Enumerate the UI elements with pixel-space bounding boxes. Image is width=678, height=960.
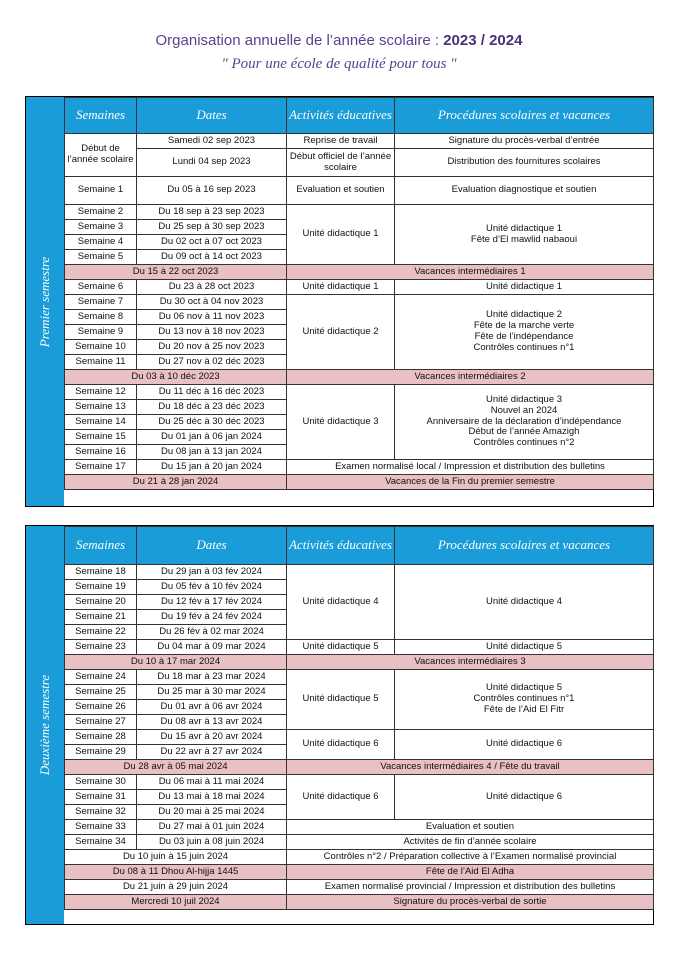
page-subtitle: " Pour une école de qualité pour tous " xyxy=(221,56,457,72)
week-cell: Semaine 5 xyxy=(65,250,137,265)
week-cell: Semaine 17 xyxy=(65,460,137,475)
vacation-label: Fête de l’Aid El Adha xyxy=(287,865,654,880)
activity-cell: Début officiel de l’année scolaire xyxy=(287,149,395,177)
table-row xyxy=(65,775,654,790)
date-cell: Du 03 juin à 08 juin 2024 xyxy=(137,835,287,850)
semester-2-label: Deuxième semestre xyxy=(37,674,52,776)
vacation-label: Vacances intermédiaires 4 / Fête du travail xyxy=(287,760,654,775)
week-cell: Semaine 6 xyxy=(65,280,137,295)
table-row xyxy=(65,134,654,149)
week-cell: Semaine 4 xyxy=(65,235,137,250)
col-activities: Activités éducatives xyxy=(287,527,395,565)
week-cell: Semaine 24 xyxy=(65,670,137,685)
table-row xyxy=(65,670,654,685)
date-cell: Du 30 oct à 04 nov 2023 xyxy=(137,295,287,310)
week-cell: Semaine 3 xyxy=(65,220,137,235)
week-cell: Semaine 11 xyxy=(65,355,137,370)
col-dates: Dates xyxy=(137,98,287,134)
procedure-cell: Activités de fin d’année scolaire xyxy=(287,835,654,850)
date-cell: Du 18 déc à 23 déc 2023 xyxy=(137,400,287,415)
col-weeks: Semaines xyxy=(65,527,137,565)
week-cell: Semaine 22 xyxy=(65,625,137,640)
week-cell: Semaine 30 xyxy=(65,775,137,790)
date-cell: Du 15 avr à 20 avr 2024 xyxy=(137,730,287,745)
table-header-row xyxy=(65,527,654,565)
procedure-cell: Signature du procès-verbal d’entrée xyxy=(395,134,654,149)
week-cell: Semaine 7 xyxy=(65,295,137,310)
table-row xyxy=(65,385,654,400)
week-cell: Semaine 31 xyxy=(65,790,137,805)
table-row xyxy=(65,280,654,295)
activity-cell: Unité didactique 1 xyxy=(287,280,395,295)
procedure-line: Fête de l’indépendance xyxy=(474,331,574,342)
procedure-line: Unité didactique 5 xyxy=(485,682,563,694)
table-row xyxy=(65,850,654,865)
week-cell: Semaine 20 xyxy=(65,595,137,610)
activity-cell: Unité didactique 3 xyxy=(287,385,395,460)
week-cell: Semaine 15 xyxy=(65,430,137,445)
col-activities: Activités éducatives xyxy=(287,98,395,134)
semester-2-block xyxy=(25,525,654,925)
procedure-line: Contrôles continues n°1 xyxy=(473,693,575,705)
procedure-cell xyxy=(395,205,654,265)
date-cell: Du 01 jan à 06 jan 2024 xyxy=(137,430,287,445)
procedure-cell: Contrôles n°2 / Préparation collective à l’Examen normalisé provincial xyxy=(287,850,654,865)
week-cell: Semaine 27 xyxy=(65,715,137,730)
table-row xyxy=(65,565,654,580)
week-cell: Semaine 1 xyxy=(65,177,137,205)
week-cell: Semaine 2 xyxy=(65,205,137,220)
date-cell: Du 05 à 16 sep 2023 xyxy=(137,177,287,205)
date-cell: Du 22 avr à 27 avr 2024 xyxy=(137,745,287,760)
vacation-label: Vacances intermédiaires 1 xyxy=(287,265,654,280)
date-cell: Du 18 mar à 23 mar 2024 xyxy=(137,670,287,685)
table-row xyxy=(65,820,654,835)
col-weeks: Semaines xyxy=(65,98,137,134)
activity-cell: Unité didactique 6 xyxy=(287,730,395,760)
week-cell: Semaine 23 xyxy=(65,640,137,655)
procedure-line: Anniversaire de la déclaration d’indépendance xyxy=(426,415,622,427)
procedure-cell: Unité didactique 1 xyxy=(395,280,654,295)
procedure-line: Début de l’année Amazigh xyxy=(468,426,580,438)
activity-cell: Evaluation et soutien xyxy=(287,177,395,205)
date-cell: Du 18 sep à 23 sep 2023 xyxy=(137,205,287,220)
activity-cell: Unité didactique 5 xyxy=(287,670,395,730)
vacation-row xyxy=(65,370,654,385)
vacation-date: Du 28 avr à 05 mai 2024 xyxy=(65,760,287,775)
procedure-line: Unité didactique 1 xyxy=(485,222,563,234)
date-cell: Du 15 jan à 20 jan 2024 xyxy=(137,460,287,475)
date-cell: Du 25 mar à 30 mar 2024 xyxy=(137,685,287,700)
week-cell: Semaine 10 xyxy=(65,340,137,355)
date-cell: Du 05 fév à 10 fév 2024 xyxy=(137,580,287,595)
procedure-cell xyxy=(395,670,654,730)
date-cell: Du 10 juin à 15 juin 2024 xyxy=(65,850,287,865)
procedure-cell: Unité didactique 4 xyxy=(395,565,654,640)
procedure-cell xyxy=(395,385,654,460)
vacation-row xyxy=(65,865,654,880)
col-dates: Dates xyxy=(137,527,287,565)
procedure-cell: Distribution des fournitures scolaires xyxy=(395,149,654,177)
week-cell: Semaine 28 xyxy=(65,730,137,745)
vacation-label: Vacances intermédiaires 2 xyxy=(287,370,654,385)
activity-cell: Unité didactique 4 xyxy=(287,565,395,640)
procedure-cell: Evaluation et soutien xyxy=(287,820,654,835)
date-cell: Du 11 déc à 16 déc 2023 xyxy=(137,385,287,400)
vacation-label: Signature du procès-verbal de sortie xyxy=(287,895,654,910)
activity-cell: Unité didactique 1 xyxy=(287,205,395,265)
date-cell: Du 26 fév à 02 mar 2024 xyxy=(137,625,287,640)
week-cell: Semaine 32 xyxy=(65,805,137,820)
vacation-date: Du 03 à 10 déc 2023 xyxy=(65,370,287,385)
col-procedures: Procédures scolaires et vacances xyxy=(395,98,654,134)
semester-1-table xyxy=(64,97,654,490)
procedure-line: Fête de l’Aid El Fitr xyxy=(483,703,565,715)
procedure-line: Unité didactique 3 xyxy=(485,393,563,405)
semester-1-label: Premier semestre xyxy=(37,256,52,347)
date-cell: Du 13 mai à 18 mai 2024 xyxy=(137,790,287,805)
table-row xyxy=(65,149,654,177)
procedure-line: Contrôles continues n°2 xyxy=(473,437,575,449)
vacation-date: Du 15 à 22 oct 2023 xyxy=(65,265,287,280)
date-cell: Du 27 mai à 01 juin 2024 xyxy=(137,820,287,835)
col-procedures: Procédures scolaires et vacances xyxy=(395,527,654,565)
week-cell: Semaine 33 xyxy=(65,820,137,835)
date-cell: Du 23 à 28 oct 2023 xyxy=(137,280,287,295)
procedure-line: Contrôles continues n°1 xyxy=(473,341,575,353)
vacation-date: Mercredi 10 juil 2024 xyxy=(65,895,287,910)
vacation-label: Vacances de la Fin du premier semestre xyxy=(287,475,654,490)
activity-cell: Unité didactique 2 xyxy=(287,295,395,370)
vacation-date: Du 21 à 28 jan 2024 xyxy=(65,475,287,490)
procedure-cell: Unité didactique 6 xyxy=(395,730,654,760)
week-cell: Semaine 13 xyxy=(65,400,137,415)
date-cell: Du 19 fév à 24 fév 2024 xyxy=(137,610,287,625)
procedure-line: Unité didactique 2 xyxy=(485,309,563,321)
week-cell: Semaine 18 xyxy=(65,565,137,580)
date-cell: Du 06 mai à 11 mai 2024 xyxy=(137,775,287,790)
activity-cell: Unité didactique 6 xyxy=(287,775,395,820)
vacation-label: Vacances intermédiaires 3 xyxy=(287,655,654,670)
date-cell: Du 20 mai à 25 mai 2024 xyxy=(137,805,287,820)
vacation-row xyxy=(65,655,654,670)
week-cell: Semaine 19 xyxy=(65,580,137,595)
date-cell: Du 20 nov à 25 nov 2023 xyxy=(137,340,287,355)
procedure-line: Nouvel an 2024 xyxy=(490,404,558,416)
week-cell: Semaine 16 xyxy=(65,445,137,460)
procedure-line: Fête d’El mawlid nabaoui xyxy=(470,233,578,245)
week-cell: Semaine 9 xyxy=(65,325,137,340)
procedure-cell xyxy=(395,295,654,370)
table-row xyxy=(65,460,654,475)
semester-1-label-bar xyxy=(26,97,64,506)
table-row xyxy=(65,730,654,745)
vacation-row xyxy=(65,760,654,775)
procedure-cell: Unité didactique 6 xyxy=(395,775,654,820)
table-row xyxy=(65,835,654,850)
semester-2-table xyxy=(64,526,654,910)
vacation-row xyxy=(65,475,654,490)
date-cell: Du 01 avr à 06 avr 2024 xyxy=(137,700,287,715)
vacation-date: Du 10 à 17 mar 2024 xyxy=(65,655,287,670)
week-cell: Semaine 34 xyxy=(65,835,137,850)
table-row xyxy=(65,640,654,655)
date-cell: Du 08 jan à 13 jan 2024 xyxy=(137,445,287,460)
vacation-date: Du 08 à 11 Dhou Al-hijja 1445 xyxy=(65,865,287,880)
table-header-row xyxy=(65,98,654,134)
procedure-cell: Examen normalisé local / Impression et distribution des bulletins xyxy=(287,460,654,475)
week-cell: Semaine 29 xyxy=(65,745,137,760)
page-title xyxy=(0,32,678,49)
date-cell: Samedi 02 sep 2023 xyxy=(137,134,287,149)
week-cell: Semaine 21 xyxy=(65,610,137,625)
title-years: 2023 / 2024 xyxy=(443,32,523,49)
date-cell: Du 13 nov à 18 nov 2023 xyxy=(137,325,287,340)
table-row xyxy=(65,880,654,895)
date-cell: Du 06 nov à 11 nov 2023 xyxy=(137,310,287,325)
date-cell: Du 21 juin à 29 juin 2024 xyxy=(65,880,287,895)
title-prefix: Organisation annuelle de l’année scolaire : xyxy=(155,32,440,49)
week-cell: Début de l’année scolaire xyxy=(65,134,137,177)
procedure-cell: Examen normalisé provincial / Impression et distribution des bulletins xyxy=(287,880,654,895)
week-cell: Semaine 25 xyxy=(65,685,137,700)
table-row xyxy=(65,177,654,205)
table-row xyxy=(65,205,654,220)
activity-cell: Reprise de travail xyxy=(287,134,395,149)
vacation-row xyxy=(65,265,654,280)
week-cell: Semaine 14 xyxy=(65,415,137,430)
date-cell: Du 08 avr à 13 avr 2024 xyxy=(137,715,287,730)
procedure-cell: Evaluation diagnostique et soutien xyxy=(395,177,654,205)
date-cell: Lundi 04 sep 2023 xyxy=(137,149,287,177)
date-cell: Du 27 nov à 02 déc 2023 xyxy=(137,355,287,370)
date-cell: Du 02 oct à 07 oct 2023 xyxy=(137,235,287,250)
activity-cell: Unité didactique 5 xyxy=(287,640,395,655)
vacation-row xyxy=(65,895,654,910)
procedure-cell: Unité didactique 5 xyxy=(395,640,654,655)
procedure-line: Fête de la marche verte xyxy=(473,320,575,332)
semester-2-label-bar xyxy=(26,526,64,924)
semester-1-block xyxy=(25,96,654,507)
table-row xyxy=(65,295,654,310)
week-cell: Semaine 8 xyxy=(65,310,137,325)
date-cell: Du 25 déc à 30 déc 2023 xyxy=(137,415,287,430)
date-cell: Du 12 fév à 17 fév 2024 xyxy=(137,595,287,610)
week-cell: Semaine 26 xyxy=(65,700,137,715)
date-cell: Du 25 sep à 30 sep 2023 xyxy=(137,220,287,235)
date-cell: Du 29 jan à 03 fév 2024 xyxy=(137,565,287,580)
date-cell: Du 04 mar à 09 mar 2024 xyxy=(137,640,287,655)
week-cell: Semaine 12 xyxy=(65,385,137,400)
date-cell: Du 09 oct à 14 oct 2023 xyxy=(137,250,287,265)
